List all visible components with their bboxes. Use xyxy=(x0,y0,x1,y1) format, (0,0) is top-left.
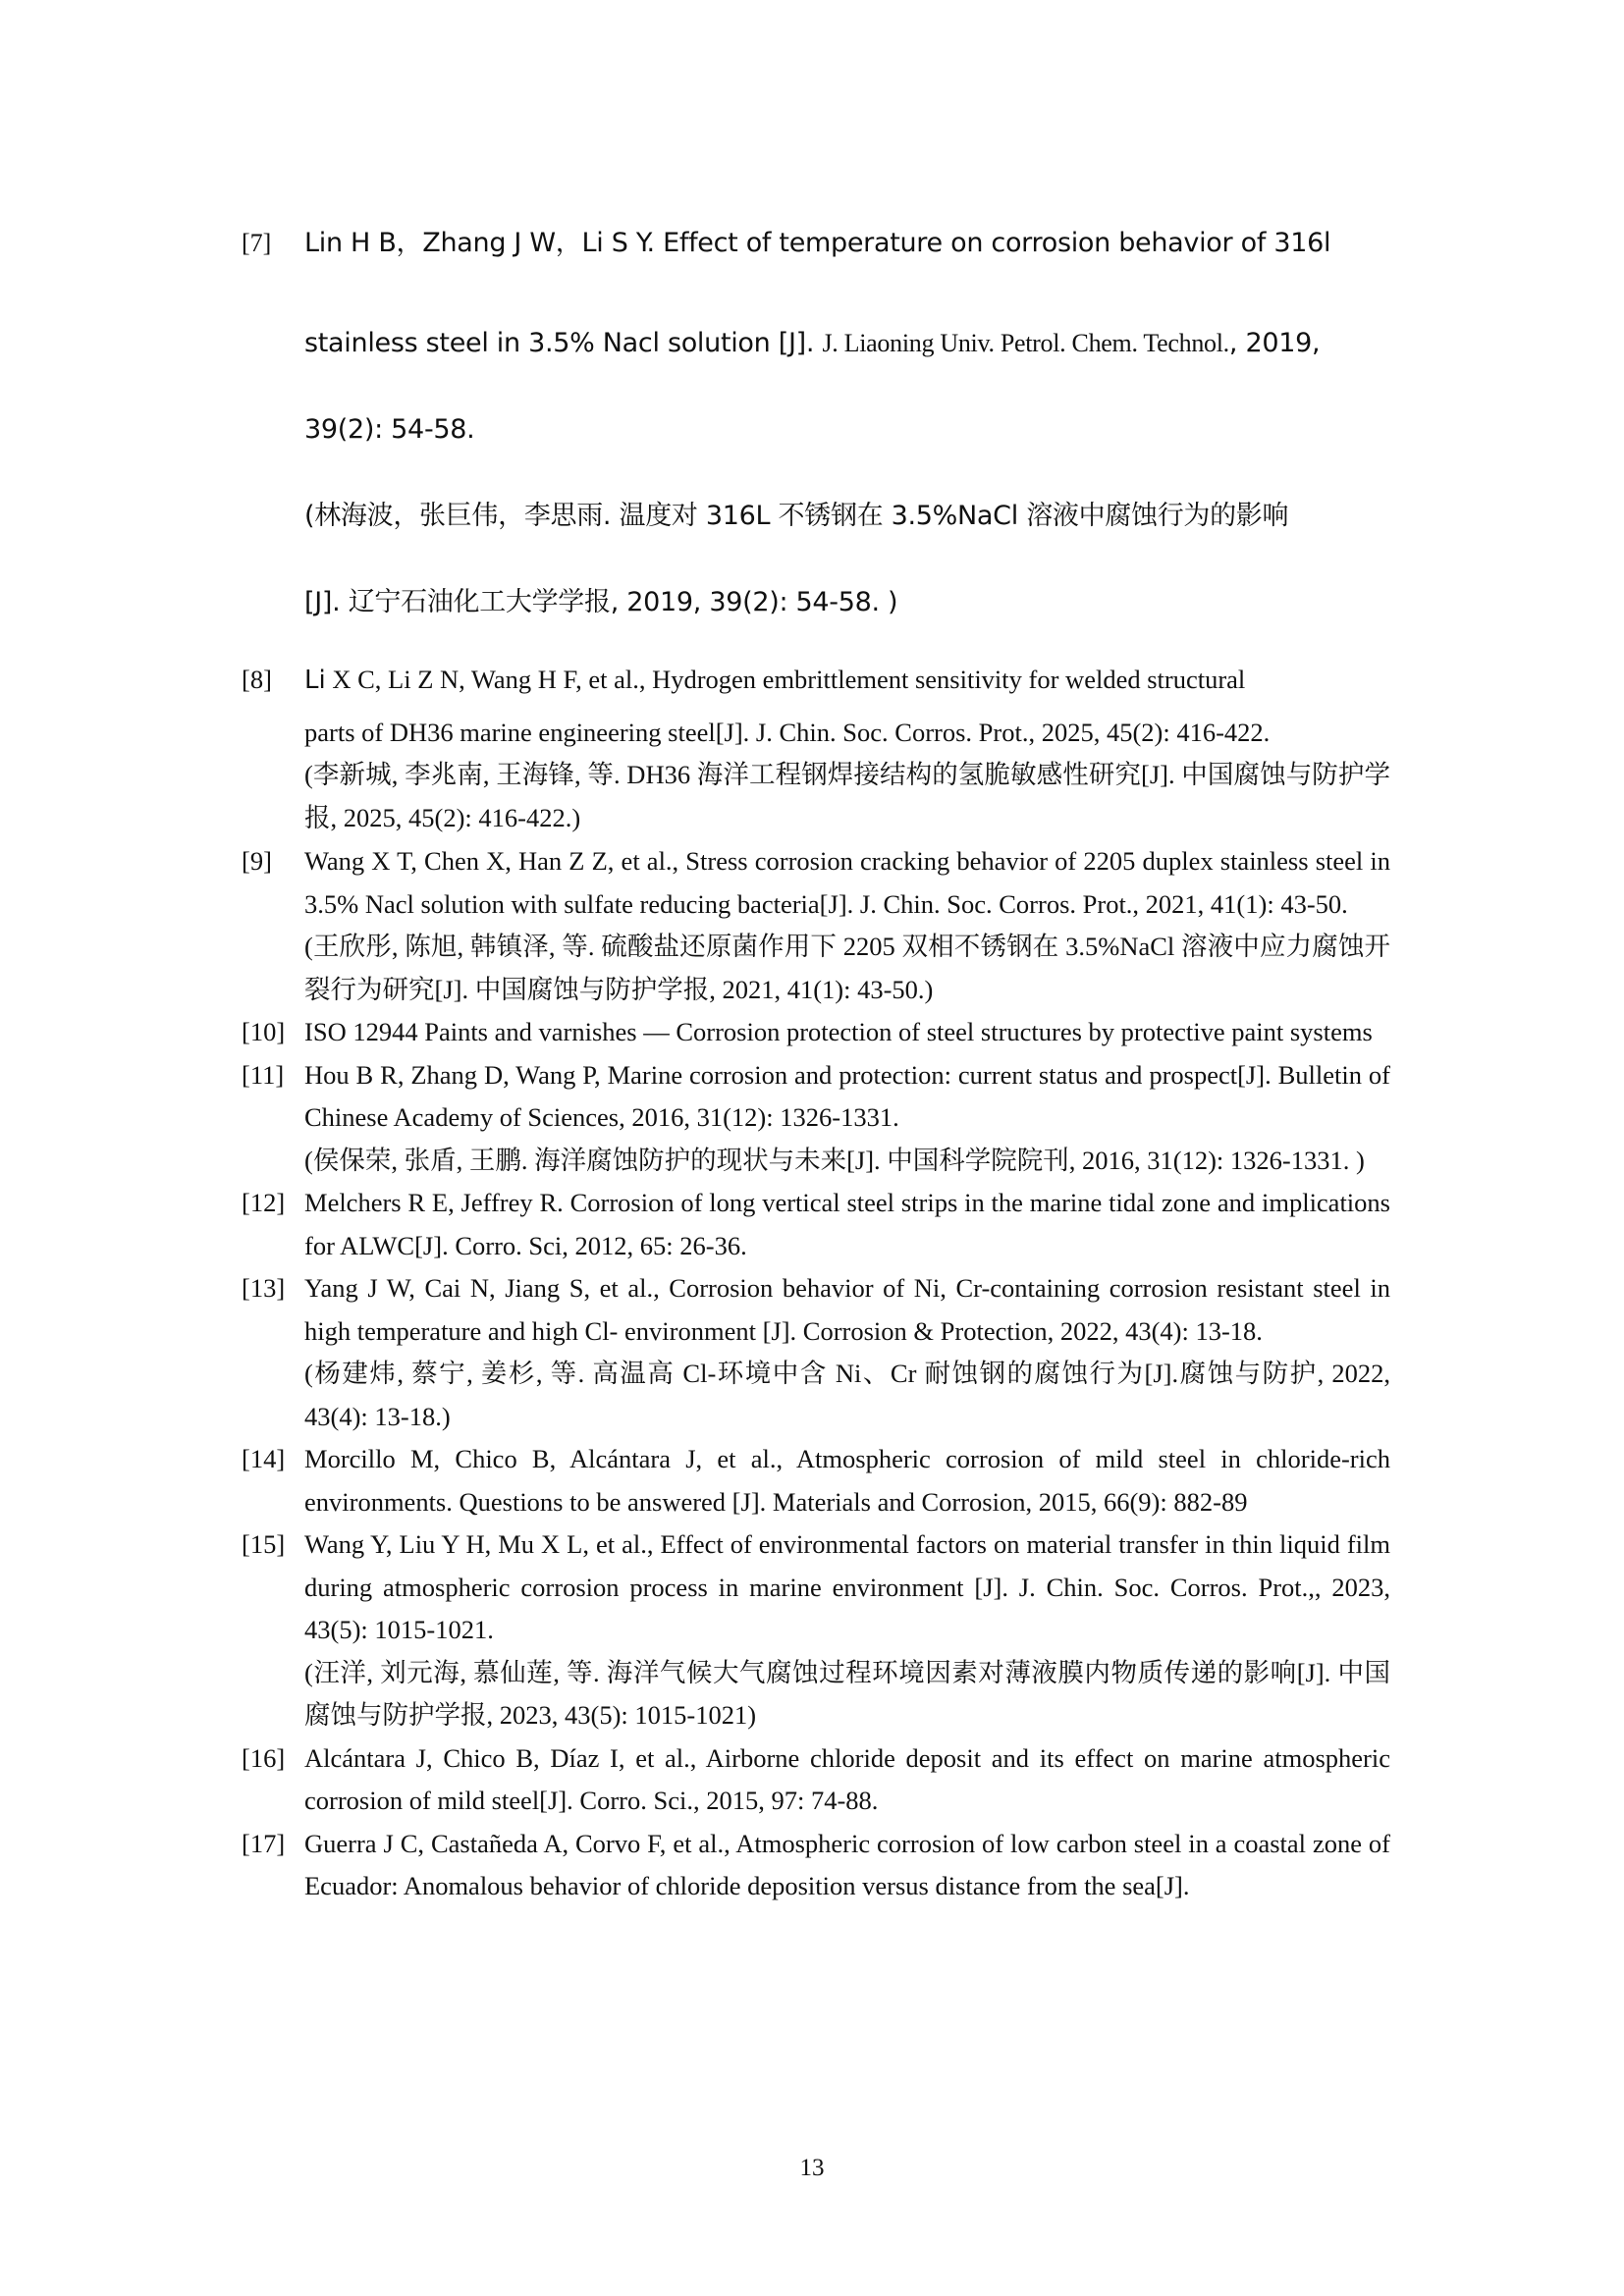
reference-12 xyxy=(242,1182,1390,1267)
reference-english: ISO 12944 Paints and varnishes — Corrosion protection of steel structures by protective paint systems xyxy=(304,1017,1373,1046)
reference-english: Wang X T, Chen X, Han Z Z, et al., Stress corrosion cracking behavior of 2205 duplex stainless steel in 3.5% Nacl solution with sulfate reducing bacteria[J]. J. Chin. Soc. Corros. Prot., 2021, 41(1): 43-50. xyxy=(304,846,1390,919)
reference-number: [9] xyxy=(242,846,272,876)
reference-english: Morcillo M, Chico B, Alcántara J, et al., Atmospheric corrosion of mild steel in chloride-rich environments. Questions to be answered [J]. Materials and Corrosion, 2015, 66(9): 882-89 xyxy=(304,1444,1390,1517)
reference-line: Lin H B，Zhang J W，Li S Y. Effect of temperature on corrosion behavior of 316l xyxy=(304,228,1331,258)
reference-13 xyxy=(242,1267,1390,1438)
reference-chinese: (侯保荣, 张盾, 王鹏. 海洋腐蚀防护的现状与未来[J]. 中国科学院院刊, 2016, 31(12): 1326-1331. ) xyxy=(304,1145,1365,1175)
reference-9 xyxy=(242,840,1390,1011)
reference-english-cont: parts of DH36 marine engineering steel[J]. J. Chin. Soc. Corros. Prot., 2025, 45(2): 416-422. xyxy=(304,718,1271,747)
reference-number: [13] xyxy=(242,1273,286,1303)
reference-10 xyxy=(242,1011,1390,1054)
reference-number: [15] xyxy=(242,1529,286,1559)
reference-number: [16] xyxy=(242,1742,286,1773)
reference-number: [10] xyxy=(242,1017,286,1046)
reference-14 xyxy=(242,1438,1390,1523)
reference-line: 39(2): 54-58. xyxy=(304,414,475,445)
reference-english: Wang Y, Liu Y H, Mu X L, et al., Effect of environmental factors on material transfer in thin liquid film during atmospheric corrosion process in marine environment [J]. J. Chin. Soc. Corros. Prot.,, 2023, 43(5): 1015-1021. xyxy=(304,1529,1390,1644)
reference-chinese: (李新城, 李兆南, 王海锋, 等. DH36 海洋工程钢焊接结构的氢脆敏感性研究[J]. 中国腐蚀与防护学报, 2025, 45(2): 416-422.) xyxy=(304,760,1390,832)
reference-number: [7] xyxy=(242,229,272,257)
reference-author-lead: Li xyxy=(304,666,326,695)
reference-11 xyxy=(242,1054,1390,1183)
reference-17 xyxy=(242,1823,1390,1908)
reference-7 xyxy=(242,214,1400,646)
reference-english: Hou B R, Zhang D, Wang P, Marine corrosion and protection: current status and prospect[J]. Bulletin of Chinese Academy of Sciences, 2016, 31(12): 1326-1331. xyxy=(304,1059,1390,1132)
reference-list xyxy=(242,648,1390,1908)
reference-number: [12] xyxy=(242,1188,286,1217)
reference-english: Guerra J C, Castañeda A, Corvo F, et al., Atmospheric corrosion of low carbon steel in a coastal zone of Ecuador: Anomalous behavior of chloride deposition versus distance from the sea[J]. xyxy=(304,1828,1390,1900)
reference-text: X C, Li Z N, Wang H F, et al., Hydrogen embrittlement sensitivity for welded structural xyxy=(325,665,1246,694)
reference-line xyxy=(304,300,1400,387)
reference-english xyxy=(304,648,1390,712)
reference-number: [17] xyxy=(242,1828,286,1858)
reference-text: , 2019, xyxy=(1228,328,1321,358)
reference-chinese: (王欣彤, 陈旭, 韩镇泽, 等. 硫酸盐还原菌作用下 2205 双相不锈钢在 3.5%NaCl 溶液中应力腐蚀开裂行为研究[J]. 中国腐蚀与防护学报, 2021, 41(1): 43-50.) xyxy=(304,932,1390,1004)
page-number: 13 xyxy=(799,2155,825,2181)
journal-name: J. Liaoning Univ. Petrol. Chem. Technol. xyxy=(822,329,1229,357)
reference-english: Yang J W, Cai N, Jiang S, et al., Corrosion behavior of Ni, Cr-containing corrosion resistant steel in high temperature and high Cl- environment [J]. Corrosion & Protection, 2022, 43(4): 13-18. xyxy=(304,1273,1390,1346)
reference-english: Alcántara J, Chico B, Díaz I, et al., Airborne chloride deposit and its effect on marine atmospheric corrosion of mild steel[J]. Corro. Sci., 2015, 97: 74-88. xyxy=(304,1742,1390,1815)
reference-16 xyxy=(242,1737,1390,1823)
reference-body xyxy=(304,214,1400,646)
reference-number: [14] xyxy=(242,1444,286,1473)
reference-number: [8] xyxy=(242,665,272,694)
reference-english: Melchers R E, Jeffrey R. Corrosion of long vertical steel strips in the marine tidal zone and implications for ALWC[J]. Corro. Sci, 2012, 65: 26-36. xyxy=(304,1188,1390,1260)
reference-chinese: (杨建炜, 蔡宁, 姜杉, 等. 高温高 Cl-环境中含 Ni、Cr 耐蚀钢的腐蚀行为[J].腐蚀与防护, 2022, 43(4): 13-18.) xyxy=(304,1359,1390,1431)
reference-chinese-line: [J]. 辽宁石油化工大学学报, 2019, 39(2): 54-58. ) xyxy=(304,587,898,617)
reference-chinese-line: (林海波，张巨伟，李思雨. 温度对 316L 不锈钢在 3.5%NaCl 溶液中腐蚀行为的影响 xyxy=(304,501,1289,531)
reference-chinese: (汪洋, 刘元海, 慕仙莲, 等. 海洋气候大气腐蚀过程环境因素对薄液膜内物质传递的影响[J]. 中国腐蚀与防护学报, 2023, 43(5): 1015-1021) xyxy=(304,1657,1390,1730)
reference-text: stainless steel in 3.5% Nacl solution [J]. xyxy=(304,328,823,358)
reference-8 xyxy=(242,648,1390,839)
reference-number: [11] xyxy=(242,1059,285,1090)
reference-15 xyxy=(242,1523,1390,1737)
